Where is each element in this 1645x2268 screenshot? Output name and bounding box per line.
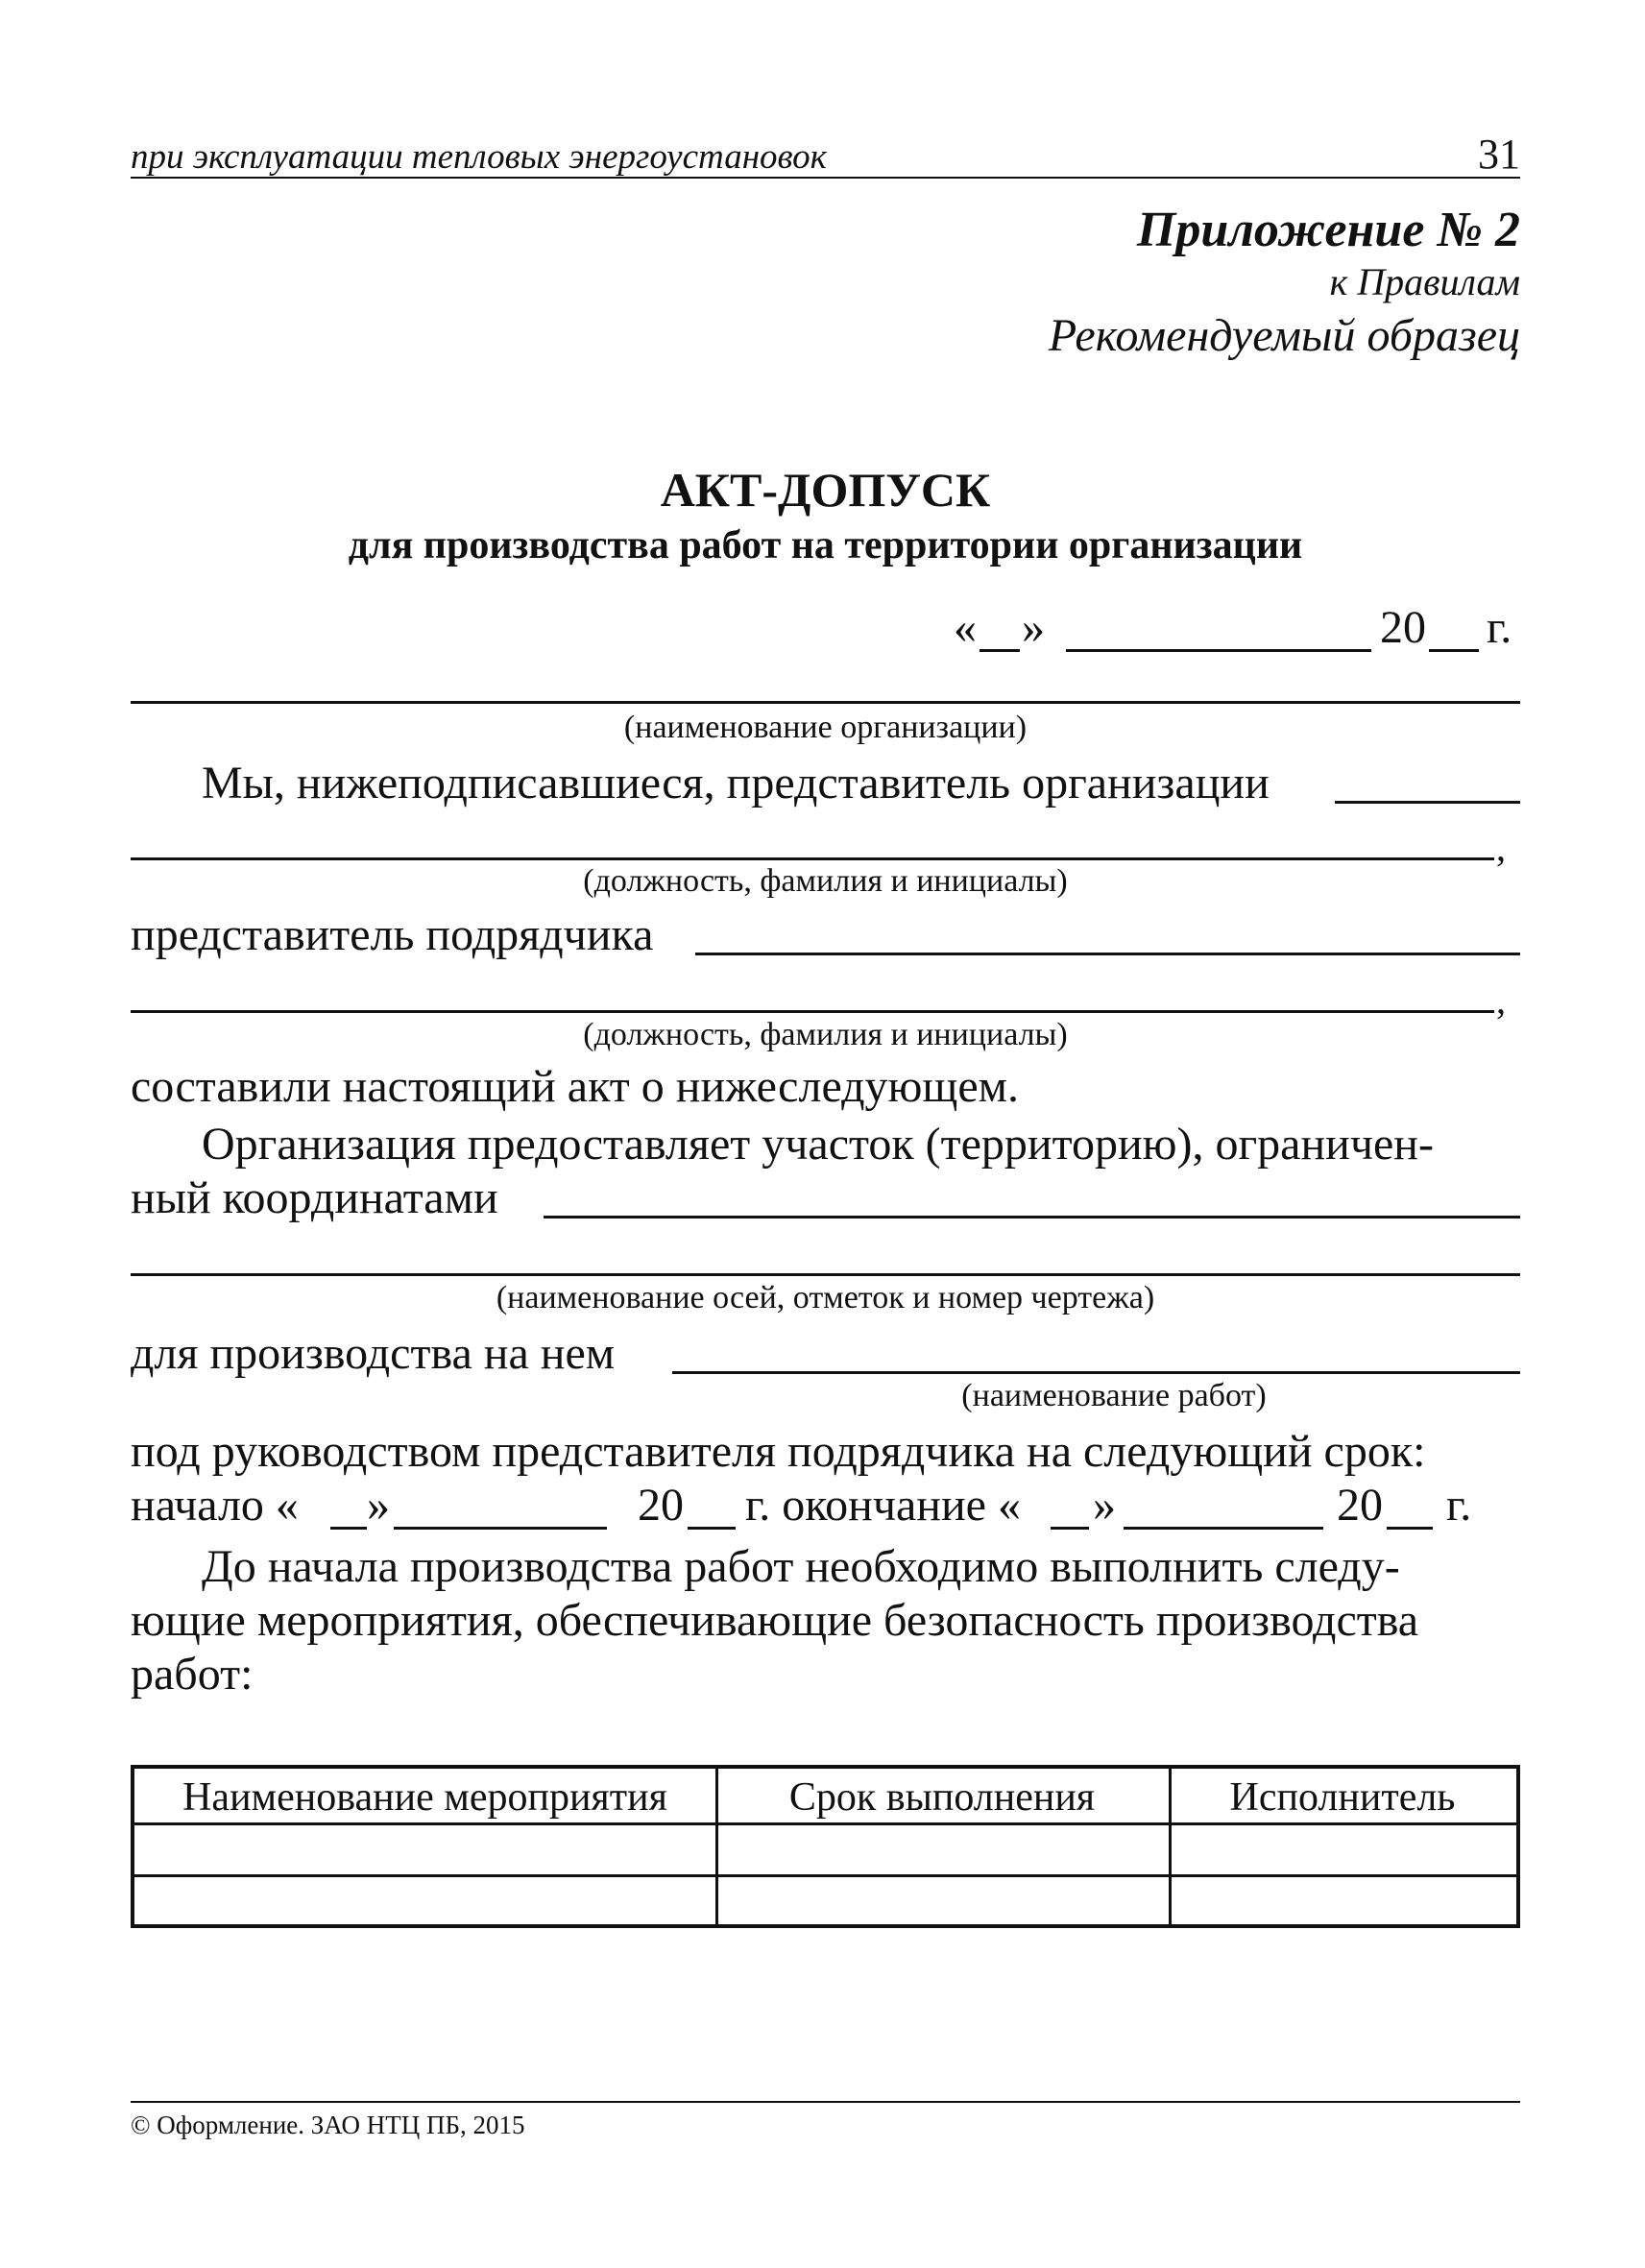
end-year-blank bbox=[1387, 1527, 1433, 1530]
provides-line-1: Организация предоставляет участок (территорию), ограничен- bbox=[202, 1119, 1434, 1170]
caption-org-name: (наименование организации) bbox=[623, 710, 1028, 745]
we-undersigned-text: Мы, нижеподписавшиеся, представитель организации bbox=[202, 758, 1270, 808]
table-header-executor: Исполнитель bbox=[1229, 1775, 1456, 1820]
caption-position-name-1: (должность, фамилия и инициалы) bbox=[583, 863, 1068, 899]
end-year: 20 bbox=[1337, 1480, 1383, 1531]
contractor-rep-blank-2 bbox=[131, 1010, 1494, 1013]
date-close-quote: » bbox=[1022, 602, 1045, 653]
start-year-blank bbox=[688, 1527, 736, 1530]
table-header-deadline: Срок выполнения bbox=[788, 1775, 1096, 1820]
start-quote-close: » bbox=[367, 1480, 390, 1531]
start-year: 20 bbox=[638, 1480, 684, 1531]
provides-line-2: ный координатами bbox=[131, 1172, 498, 1223]
under-guidance-text: под руководством представителя подрядчика на следующий срок: bbox=[131, 1426, 1426, 1477]
org-rep-blank bbox=[1335, 801, 1520, 804]
comma-2: , bbox=[1496, 978, 1506, 1022]
end-quote-close: » bbox=[1093, 1480, 1116, 1531]
end-g: г. bbox=[1446, 1480, 1472, 1531]
date-month-blank bbox=[1066, 649, 1371, 652]
footer-rule bbox=[131, 2101, 1520, 2103]
date-open-quote: « bbox=[954, 602, 977, 653]
page-number: 31 bbox=[1478, 131, 1520, 178]
date-day-blank bbox=[980, 649, 1020, 652]
coordinates-blank-2 bbox=[131, 1273, 1520, 1276]
comma-1: , bbox=[1496, 826, 1506, 869]
document-subtitle: для производства работ на территории организации bbox=[348, 523, 1303, 567]
before-line-1: До начала производства работ необходимо выполнить следу- bbox=[202, 1541, 1400, 1592]
compiled-text: составили настоящий акт о нижеследующем. bbox=[131, 1061, 1020, 1112]
appendix-to-rules: к Правилам bbox=[1329, 260, 1520, 303]
before-line-2: ющие мероприятия, обеспечивающие безопасность производства bbox=[131, 1595, 1419, 1646]
works-blank bbox=[672, 1371, 1520, 1374]
table-row-divider-2 bbox=[134, 1874, 1516, 1877]
org-name-blank bbox=[131, 701, 1520, 704]
document-title: АКТ-ДОПУСК bbox=[660, 463, 991, 517]
contractor-rep-blank bbox=[695, 953, 1520, 955]
table-row-divider-1 bbox=[134, 1822, 1516, 1825]
end-day-blank bbox=[1051, 1527, 1089, 1530]
coordinates-blank bbox=[544, 1216, 1520, 1218]
before-line-3: работ: bbox=[131, 1649, 254, 1700]
date-year-suffix: г. bbox=[1487, 602, 1512, 653]
caption-axes: (наименование осей, отметок и номер чертежа) bbox=[496, 1280, 1155, 1315]
appendix-label: Приложение № 2 bbox=[1136, 203, 1520, 257]
start-month-blank bbox=[394, 1527, 607, 1530]
table-header-measure: Наименование мероприятия bbox=[182, 1775, 667, 1820]
header-rule bbox=[131, 177, 1520, 179]
date-year-prefix: 20 bbox=[1380, 602, 1426, 653]
running-title: при эксплуатации тепловых энергоустановок bbox=[131, 137, 827, 177]
contractor-rep-text: представитель подрядчика bbox=[131, 909, 654, 960]
start-g-end: г. окончание « bbox=[745, 1480, 1021, 1531]
appendix-recommended: Рекомендуемый образец bbox=[1048, 310, 1520, 361]
end-month-blank bbox=[1124, 1527, 1323, 1530]
date-year-blank bbox=[1429, 649, 1479, 652]
caption-position-name-2: (должность, фамилия и инициалы) bbox=[583, 1017, 1068, 1052]
measures-table bbox=[131, 1765, 1520, 1928]
for-production-text: для производства на нем bbox=[131, 1328, 616, 1379]
start-label: начало « bbox=[131, 1480, 299, 1531]
start-day-blank bbox=[330, 1527, 367, 1530]
caption-works: (наименование работ) bbox=[961, 1378, 1267, 1413]
footer-copyright: © Оформление. ЗАО НТЦ ПБ, 2015 bbox=[131, 2111, 525, 2139]
org-rep-blank-2 bbox=[131, 857, 1494, 860]
